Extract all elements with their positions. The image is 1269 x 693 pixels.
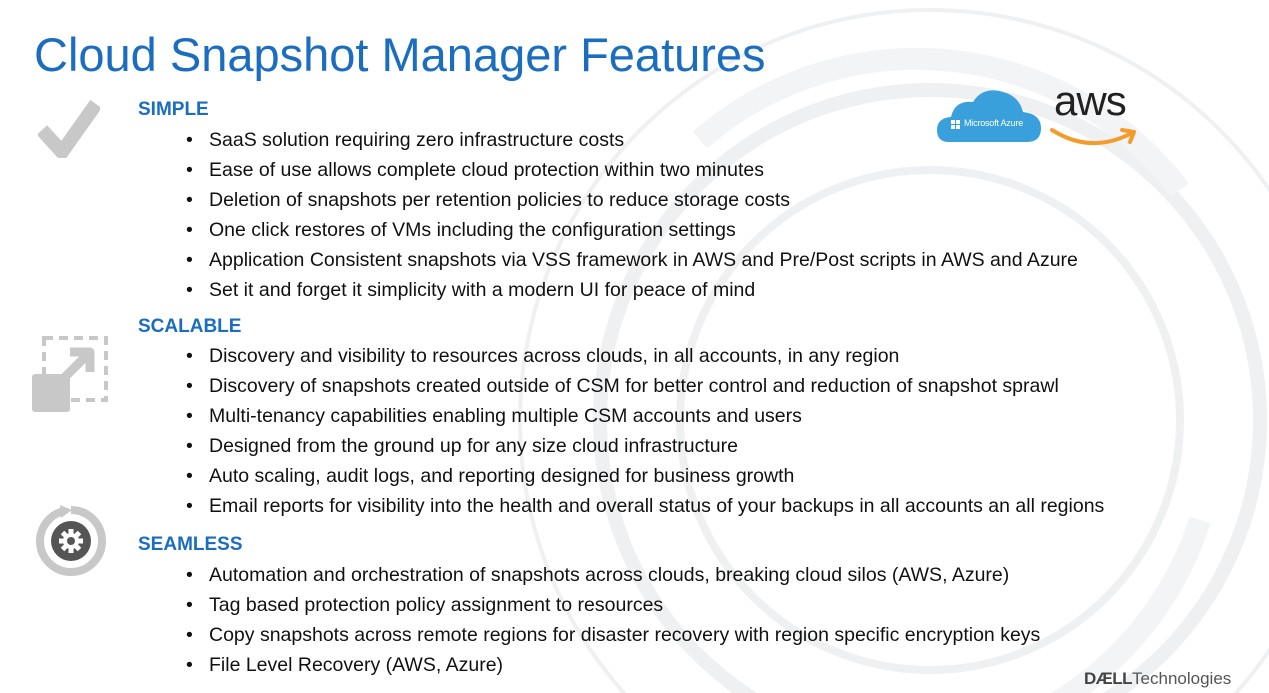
azure-label: Microsoft Azure [964, 118, 1024, 128]
list-item: • Application Consistent snapshots via VSS framework in AWS and Pre/Post scripts in AWS and Azure [186, 245, 1078, 275]
bullet-list-seamless [186, 560, 1040, 680]
list-item: • One click restores of VMs including the configuration settings [186, 215, 1078, 245]
list-item: • File Level Recovery (AWS, Azure) [186, 650, 1040, 680]
list-item: • Discovery of snapshots created outside of CSM for better control and reduction of snapshot sprawl [186, 371, 1104, 401]
bullet-list-simple [186, 125, 1078, 305]
list-item: • Multi-tenancy capabilities enabling multiple CSM accounts and users [186, 401, 1104, 431]
list-item: • Ease of use allows complete cloud protection within two minutes [186, 155, 1078, 185]
bullet-list-scalable [186, 341, 1104, 521]
section-heading-seamless: SEAMLESS [138, 534, 243, 555]
list-item: • Email reports for visibility into the health and overall status of your backups in all accounts an all regions [186, 491, 1104, 521]
section-heading-scalable: SCALABLE [138, 316, 242, 337]
checkmark-icon [38, 100, 100, 158]
list-item: • Tag based protection policy assignment to resources [186, 590, 1040, 620]
list-item: • Copy snapshots across remote regions for disaster recovery with region specific encryption keys [186, 620, 1040, 650]
list-item: • Deletion of snapshots per retention policies to reduce storage costs [186, 185, 1078, 215]
expand-icon [30, 334, 110, 414]
list-item: • Automation and orchestration of snapshots across clouds, breaking cloud silos (AWS, Azure) [186, 560, 1040, 590]
brand-rest: Technologies [1132, 669, 1232, 688]
page-title: Cloud Snapshot Manager Features [34, 28, 766, 81]
gear-cycle-icon [34, 504, 108, 578]
aws-label: aws [1054, 77, 1126, 124]
list-item: • Set it and forget it simplicity with a modern UI for peace of mind [186, 275, 1078, 305]
list-item: • Discovery and visibility to resources across clouds, in all accounts, in any region [186, 341, 1104, 371]
dell-technologies-logo [1084, 670, 1231, 687]
list-item: • SaaS solution requiring zero infrastructure costs [186, 125, 1078, 155]
section-heading-simple: SIMPLE [138, 99, 209, 120]
list-item: • Designed from the ground up for any size cloud infrastructure [186, 431, 1104, 461]
brand-bold: DÆLL [1084, 669, 1133, 688]
list-item: • Auto scaling, audit logs, and reporting designed for business growth [186, 461, 1104, 491]
